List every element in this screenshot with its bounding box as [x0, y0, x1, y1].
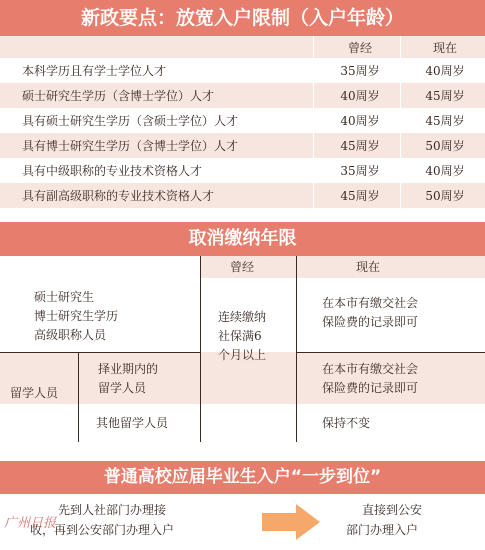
group2-sub2: 其他留学人员 — [96, 416, 169, 430]
now2-line1: 在本市有缴交社会 — [322, 362, 419, 376]
row-now: 50周岁 — [425, 189, 465, 203]
row-before: 45周岁 — [340, 189, 380, 203]
row-before: 40周岁 — [340, 89, 380, 103]
divider-vertical — [78, 352, 79, 442]
row-label: 具有硕士研究生学历（含硕士学位）人才 — [22, 114, 239, 128]
table-row — [0, 158, 485, 183]
now3: 保持不变 — [322, 416, 371, 430]
group2-sub1-line2: 留学人员 — [98, 381, 147, 395]
table-row — [0, 183, 485, 208]
group1-line2: 博士研究生学历 — [34, 309, 119, 323]
table-row — [0, 108, 485, 133]
before-line3: 个月以上 — [218, 348, 267, 362]
row-label: 具有中级职称的专业技术资格人才 — [22, 164, 203, 178]
row-now: 40周岁 — [425, 64, 465, 78]
section-title-relax-age: 新政要点：放宽入户限制（入户年龄） — [0, 0, 485, 36]
now-line2: 部门办理入户 — [346, 523, 419, 537]
table-row — [0, 83, 485, 108]
header-now: 现在 — [432, 40, 457, 55]
payment-years-table — [0, 256, 485, 442]
now-line1: 直接到公安 — [362, 503, 423, 517]
header-before: 曾经 — [230, 260, 255, 274]
table-header-row — [0, 36, 485, 58]
row-label: 本科学历且有学士学位人才 — [22, 64, 167, 78]
header-before: 曾经 — [347, 40, 372, 55]
before-line1: 先到人社部门办理接 — [58, 503, 167, 517]
section-title-cancel-payment: 取消缴纳年限 — [0, 222, 485, 256]
header-now: 现在 — [356, 260, 381, 274]
section-title-graduates: 普通高校应届毕业生入户“一步到位” — [0, 461, 485, 494]
row-label: 具有副高级职称的专业技术资格人才 — [22, 189, 215, 203]
row-now: 50周岁 — [425, 139, 465, 153]
group2-label: 留学人员 — [10, 386, 59, 400]
row-label: 硕士研究生学历（含博士学位）人才 — [22, 89, 215, 103]
row-before: 45周岁 — [340, 139, 380, 153]
divider-vertical — [200, 256, 201, 442]
now2-line2: 保险费的记录即可 — [322, 381, 419, 395]
row-before: 35周岁 — [340, 164, 380, 178]
now1-line1: 在本市有缴交社会 — [322, 296, 419, 310]
graduates-process — [0, 494, 485, 550]
divider-vertical — [296, 256, 297, 442]
row-now: 45周岁 — [425, 89, 465, 103]
newspaper-watermark: 广州日报 — [4, 516, 57, 531]
group2-sub1-line1: 择业期内的 — [98, 362, 159, 376]
before-line1: 连续缴纳 — [218, 310, 267, 324]
before-line2: 社保满6 — [218, 329, 262, 343]
before-line2: 收，再到公安部门办理入户 — [30, 523, 175, 537]
table-row — [0, 58, 485, 83]
row-now: 40周岁 — [425, 164, 465, 178]
column-divider — [313, 36, 314, 208]
row-label: 具有博士研究生学历（含博士学位）人才 — [22, 139, 239, 153]
divider-horizontal — [0, 352, 200, 353]
age-limit-table — [0, 36, 485, 208]
row-before: 35周岁 — [340, 64, 380, 78]
divider-horizontal — [296, 352, 485, 353]
right-arrow-icon — [262, 504, 320, 540]
row-before: 40周岁 — [340, 114, 380, 128]
group1-line3: 高级职称人员 — [34, 328, 107, 342]
row-now: 45周岁 — [425, 114, 465, 128]
group1-line1: 硕士研究生 — [34, 290, 95, 304]
now1-line2: 保险费的记录即可 — [322, 315, 419, 329]
table-row — [0, 133, 485, 158]
column-divider — [400, 36, 401, 208]
